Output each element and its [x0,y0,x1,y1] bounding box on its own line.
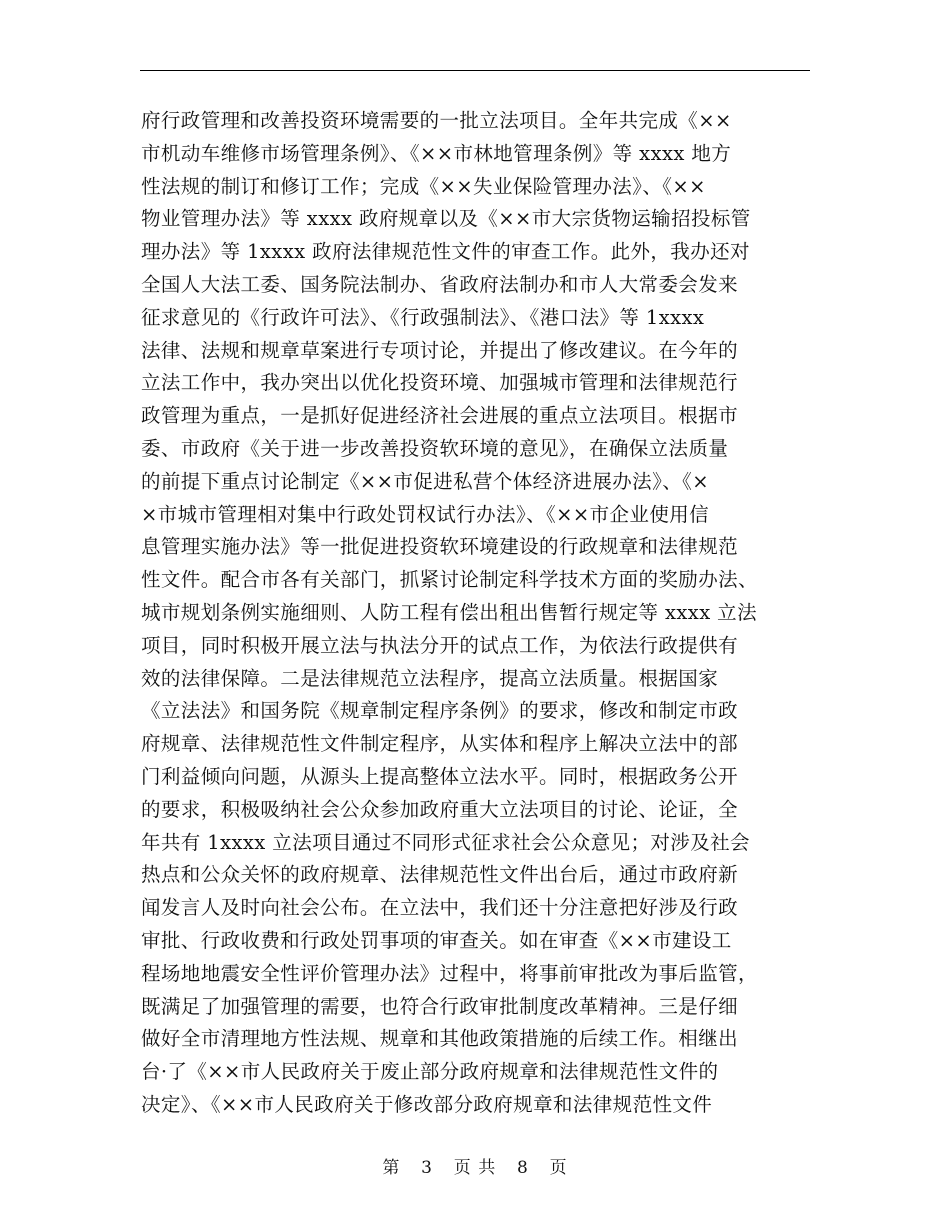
text-line: 台·了《××市人民政府关于废止部分政府规章和法律规范性文件的 [141,1060,719,1084]
header-rule [140,70,810,71]
text-line: 决定》、《××市人民政府关于修改部分政府规章和法律规范性文件 [141,1092,713,1116]
text-line: 的要求，积极吸纳社会公众参加政府重大立法项目的讨论、论证，全 [141,797,739,821]
text-line: 法律、法规和规章草案进行专项讨论，并提出了修改建议。在今年的 [141,338,739,362]
text-line: 城市规划条例实施细则、人防工程有偿出租出售暂行规定等 xxxx 立法 [141,600,757,624]
text-line: 门利益倾向问题，从源头上提高整体立法水平。同时，根据政务公开 [141,764,739,788]
total-pages-number: 8 [517,1158,529,1178]
footer-prefix: 第 [382,1158,401,1178]
text-line: 征求意见的《行政许可法》、《行政强制法》、《港口法》等 1xxxx [141,305,705,329]
footer-middle: 页 共 [453,1158,497,1178]
text-line: 的前提下重点讨论制定《××市促进私营个体经济进展办法》、《× [141,469,710,493]
text-line: 政管理为重点，一是抓好促进经济社会进展的重点立法项目。根据市 [141,404,739,428]
text-line: 审批、行政收费和行政处罚事项的审查关。如在审查《××市建设工 [141,928,732,952]
text-line: 委、市政府《关于进一步改善投资软环境的意见》，在确保立法质量 [141,436,729,460]
text-line: 项目，同时积极开展立法与执法分开的试点工作，为依法行政提供有 [141,633,739,657]
text-line: 性文件。配合市各有关部门，抓紧讨论制定科学技术方面的奖励办法、 [141,568,758,592]
text-line: 性法规的制订和修订工作；完成《××失业保险管理办法》、《×× [141,174,706,198]
text-line: 物业管理办法》等 xxxx 政府规章以及《××市大宗货物运输招投标管 [141,207,751,231]
text-line: 既满足了加强管理的需要，也符合行政审批制度改革精神。三是仔细 [141,994,739,1018]
document-body [141,105,811,1122]
text-line: 《立法法》和国务院《规章制定程序条例》的要求，修改和制定市政 [141,699,739,723]
current-page-number: 3 [421,1158,433,1178]
text-line: 立法工作中，我办突出以优化投资环境、加强城市管理和法律规范行 [141,371,739,395]
text-line: 热点和公众关怀的政府规章、法律规范性文件出台后，通过市政府新 [141,863,739,887]
text-line: 年共有 1xxxx 立法项目通过不同形式征求社会公众意见；对涉及社会 [141,830,750,854]
page-footer [0,1153,950,1178]
text-line: 闻发言人及时向社会公布。在立法中，我们还十分注意把好涉及行政 [141,896,739,920]
footer-suffix: 页 [549,1158,568,1178]
text-line: 市机动车维修市场管理条例》、《××市林地管理条例》等 xxxx 地方 [141,141,732,165]
text-line: 府规章、法律规范性文件制定程序，从实体和程序上解决立法中的部 [141,732,739,756]
text-line: 效的法律保障。二是法律规范立法程序，提高立法质量。根据国家 [141,666,719,690]
text-line: 全国人大法工委、国务院法制办、省政府法制办和市人大常委会发来 [141,272,739,296]
text-line: 做好全市清理地方性法规、规章和其他政策措施的后续工作。相继出 [141,1027,739,1051]
text-line: ×市城市管理相对集中行政处罚权试行办法》、《××市企业使用信 [141,502,710,526]
text-line: 程场地地震安全性评价管理办法》过程中，将事前审批改为事后监管， [141,961,758,985]
text-line: 府行政管理和改善投资环境需要的一批立法项目。全年共完成《×× [141,109,732,132]
text-line: 理办法》等 1xxxx 政府法律规范性文件的审查工作。此外，我办还对 [141,240,750,264]
text-line: 息管理实施办法》等一批促进投资软环境建设的行政规章和法律规范 [141,535,739,559]
